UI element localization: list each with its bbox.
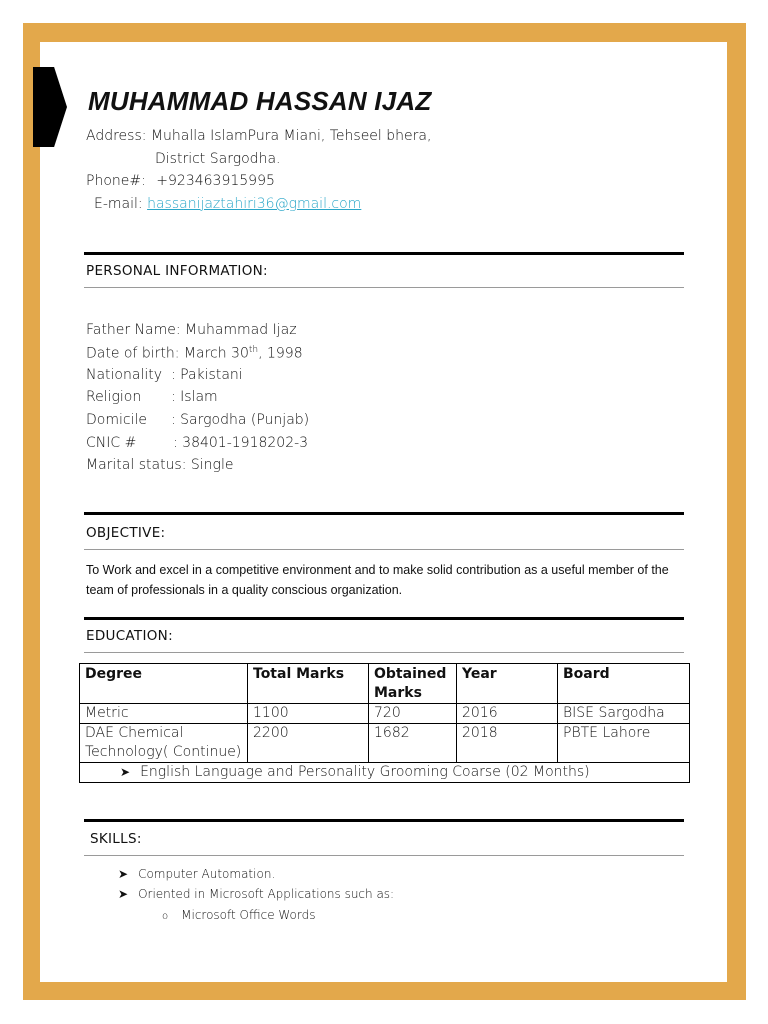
- email-link[interactable]: hassanijaztahiri36@gmail.com: [147, 196, 362, 212]
- course-note: English Language and Personality Grooming Coarse (02 Months): [140, 764, 590, 780]
- table-cell: BISE Sargodha: [558, 704, 690, 724]
- arrow-bullet-icon: ➤: [120, 765, 131, 779]
- nationality-value: : Pakistani: [171, 367, 243, 383]
- personal-info-heading: PERSONAL INFORMATION:: [86, 263, 268, 279]
- circle-bullet-icon: o: [162, 911, 169, 922]
- cnic-value: : 38401-1918202-3: [173, 435, 309, 451]
- objective-heading: OBJECTIVE:: [86, 525, 166, 541]
- religion-value: : Islam: [171, 389, 218, 405]
- dob-suffix-sup: th: [248, 345, 259, 355]
- date-of-birth: [86, 345, 303, 362]
- table-cell: PBTE Lahore: [558, 724, 690, 763]
- education-table: [79, 663, 690, 783]
- table-note-row: [80, 763, 690, 783]
- section-divider: [84, 819, 684, 822]
- email-label: E-mail:: [94, 196, 143, 212]
- section-underline: [84, 549, 684, 550]
- skills-heading: SKILLS:: [90, 831, 142, 847]
- table-cell: 1682: [369, 724, 457, 763]
- cnic-label: CNIC #: [86, 435, 137, 451]
- domicile-label: Domicile: [86, 412, 147, 428]
- section-divider: [84, 512, 684, 515]
- skill-sublabel: Microsoft Office Words: [181, 908, 316, 922]
- objective-text: To Work and excel in a competitive environment and to make solid contribution as a useful member of the team of professionals in a quality conscious organization.: [86, 563, 669, 597]
- marital-status: Marital status: Single: [86, 457, 234, 473]
- table-cell: 1100: [248, 704, 369, 724]
- column-header: Obtained Marks: [369, 664, 457, 704]
- skill-subitem: [162, 908, 316, 922]
- dob-text: Date of birth: March 30: [86, 345, 249, 362]
- section-underline: [84, 855, 684, 856]
- skill-label: Computer Automation.: [138, 867, 276, 881]
- table-cell: 2016: [457, 704, 558, 724]
- address-line: [86, 128, 431, 144]
- skill-item: [118, 887, 394, 901]
- table-cell: Metric: [80, 704, 248, 724]
- table-cell: 2200: [248, 724, 369, 763]
- column-header: Degree: [80, 664, 248, 704]
- address-value: Muhalla IslamPura Miani, Tehseel bhera,: [150, 128, 432, 144]
- column-header: Year: [457, 664, 558, 704]
- table-header-row: [80, 664, 690, 704]
- skill-label: Oriented in Microsoft Applications such as:: [138, 887, 395, 901]
- table-cell: DAE Chemical Technology( Continue): [80, 724, 248, 763]
- domicile-value: : Sargodha (Punjab): [171, 412, 310, 428]
- column-header: Board: [558, 664, 690, 704]
- phone-value: +923463915995: [156, 173, 275, 189]
- education-heading: EDUCATION:: [86, 628, 173, 644]
- arrow-bullet-icon: ➤: [118, 867, 129, 881]
- religion-label: Religion: [86, 389, 142, 405]
- section-underline: [84, 287, 684, 288]
- section-underline: [84, 652, 684, 653]
- table-note-cell: [80, 763, 690, 783]
- address-line-2: District Sargodha.: [155, 151, 281, 167]
- section-divider: [84, 252, 684, 255]
- dob-year: , 1998: [258, 345, 303, 362]
- address-label: Address:: [86, 128, 147, 144]
- email-line: [94, 196, 361, 212]
- skill-item: [118, 867, 275, 881]
- father-name: Father Name: Muhammad Ijaz: [86, 322, 297, 338]
- phone-line: [86, 173, 275, 189]
- table-row: [80, 724, 690, 763]
- candidate-name: MUHAMMAD HASSAN IJAZ: [88, 86, 432, 116]
- table-cell: 720: [369, 704, 457, 724]
- table-cell: 2018: [457, 724, 558, 763]
- section-divider: [84, 617, 684, 620]
- table-row: [80, 704, 690, 724]
- nationality-label: Nationality: [86, 367, 163, 383]
- column-header: Total Marks: [248, 664, 369, 704]
- phone-label: Phone#:: [86, 173, 146, 189]
- arrow-bullet-icon: ➤: [118, 887, 129, 901]
